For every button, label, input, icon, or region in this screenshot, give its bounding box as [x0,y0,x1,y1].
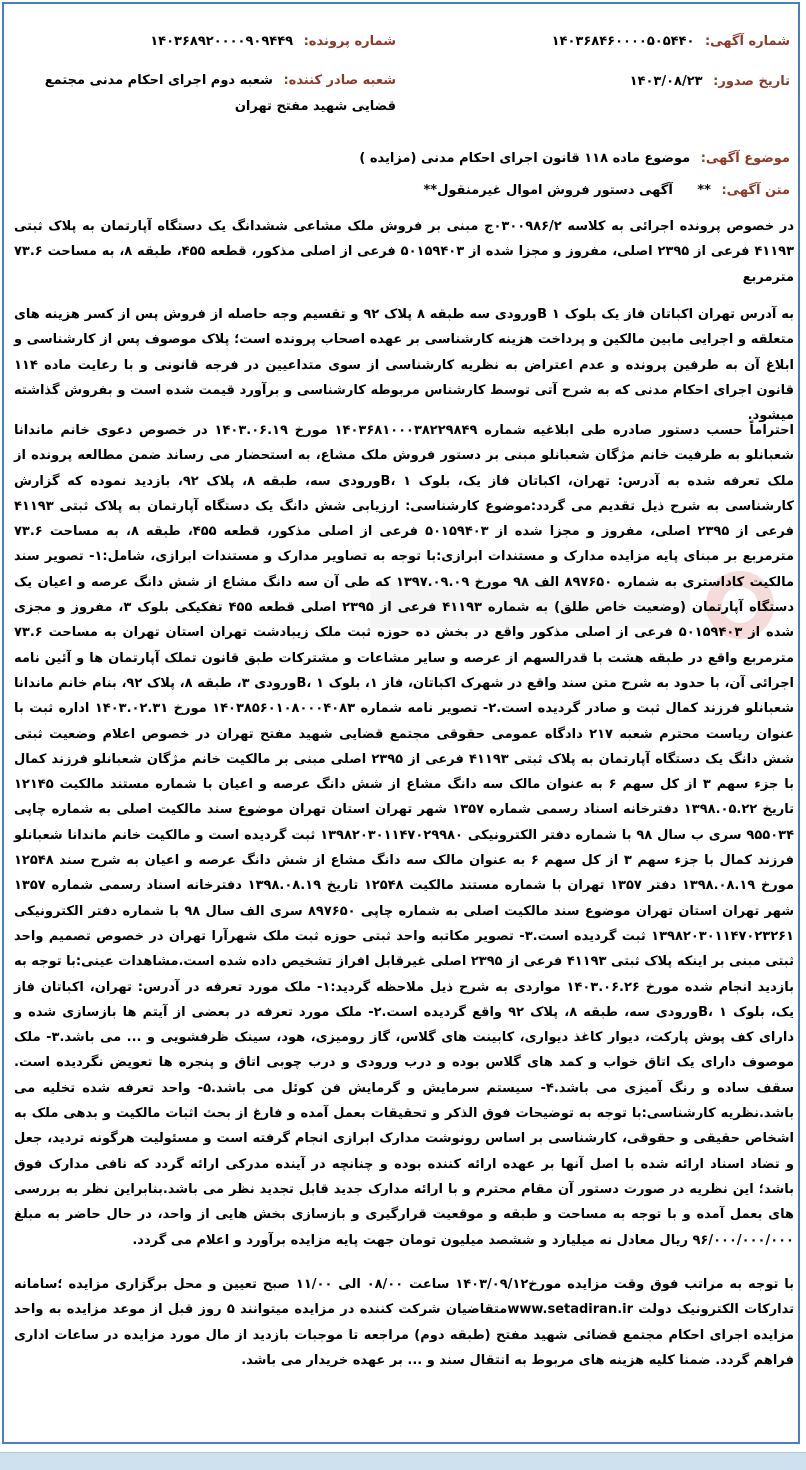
issuer-field [16,68,396,120]
file-number-field [16,30,396,54]
subject-field [16,148,790,170]
file-number-value: ۱۴۰۳۶۸۹۲۰۰۰۰۹۰۹۴۴۹ [150,34,294,49]
issue-date-field [410,70,790,94]
stars-open: ** [697,183,711,198]
file-number-label: شماره پرونده: [303,34,396,49]
notice-text-field [16,180,790,202]
body-paragraph-4: با توجه به مراتب فوق وقت مزایده مورخ۱۴۰۳/۰۹/۱۲ ساعت ۰۸/۰۰ الی ۱۱/۰۰ صبح تعیین و محل برگزاری مزایده ؛سامانه تدارکات الکترونیک دولت www.setadiran.irمتقاضیان شرکت کننده در مزایده میتوانند ۵ روز قبل از موعد مزایده به واحد مزایده اجرای احکام مجتمع قضائی شهید مفتح (طبقه دوم) مراجعه تا موجبات بازدید از مال مورد مزایده در ساعات اداری فراهم گردد. ضمنا کلیه هزینه های مربوط به انتقال سند و ... بر عهده خریدار می باشد. [14,1277,795,1368]
stars-close: ** [423,183,438,198]
notice-title: آگهی دستور فروش اموال غیرمنقول [437,183,673,198]
notice-number-value: ۱۴۰۳۶۸۴۶۰۰۰۰۵۰۵۴۴۰ [551,34,695,49]
issuer-value: شعبه دوم اجرای احکام مدنی مجتمع قضایی شهید مفتح تهران [44,73,396,114]
notice-number-label: شماره آگهی: [704,34,790,49]
issuer-label: شعبه صادر کننده: [283,73,396,88]
notice-text-label: متن آگهی: [721,183,790,198]
body-paragraph-1: در خصوص پرونده اجرائی به کلاسه ۰۳۰۰۹۸۶/۲ج مبنی بر فروش ملک مشاعی ششدانگ یک دستگاه آپارتمان به پلاک ثبتی ۴۱۱۹۳ فرعی از ۲۳۹۵ اصلی، مفروز و مجزا شده از ۵۰۱۵۹۴۰۳ فرعی از اصلی مذکور، قطعه ۴۵۵، طبقه ۸، به مساحت ۷۳.۶ مترمربع [14,219,795,285]
subject-label: موضوع آگهی: [700,151,790,166]
notice-number-field [410,30,790,54]
body-paragraph-3: احتراماً حسب دستور صادره طی ابلاغیه شماره ۱۴۰۳۶۸۱۰۰۰۳۸۲۲۹۸۴۹ مورخ ۱۴۰۳.۰۶.۱۹ در خصوص دعوی خانم ماندانا شعبانلو به طرفیت خانم مژگان شعبانلو مبنی بر دستور فروش ملک مشاع، به استحضار می رساند ضمن مطالعه پرونده از ملک تعرفه شده به آدرس: تهران، اکباتان فاز یک، بلوک ۱ ،Bورودی سه، طبقه ۸، پلاک ۹۲، بازدید نموده که گزارش کارشناسی به شرح ذیل تقدیم می گردد:موضوع کارشناسی: ارزیابی شش دانگ یک دستگاه آپارتمان به پلاک ثبتی ۴۱۱۹۳ فرعی از ۲۳۹۵ اصلی، مفروز و مجزا شده از ۵۰۱۵۹۴۰۳ فرعی از اصلی مذکور، قطعه ۴۵۵، طبقه ۸، به مساحت ۷۳.۶ مترمربع بر مبنای پایه مزایده مدارک و مستندات ابرازی:با توجه به تصاویر مدارک و مستندات ابرازی، شامل:۱- تصویر سند مالکیت کاداستری به شماره ۸۹۷۶۵۰ الف ۹۸ مورخ ۱۳۹۷.۰۹.۰۹ که طی آن سه دانگ مشاع از شش دانگ عرصه و اعیان یک دستگاه آپارتمان (وضعیت خاص طلق) به شماره ۴۱۱۹۳ فرعی از ۲۳۹۵ اصلی قطعه ۴۵۵ تفکیکی بلوک ۳، مفروز و مجزی شده از ۵۰۱۵۹۴۰۳ فرعی از اصلی مذکور واقع در بخش ده حوزه ثبت ملک زیبادشت تهران استان تهران به مساحت ۷۳.۶ مترمربع واقع در طبقه هشت با قدرالسهم از عرصه و سایر مشاعات و مشترکات طبق قانون تملک آپارتمان ها و آئین نامه اجرائی آن، با حدود به شرح متن سند واقع در شهرک اکباتان، فاز ۱، بلوک ۱ ،Bورودی ۳، طبقه ۸، پلاک ۹۲، بنام خانم ماندانا شعبانلو فرزند کمال ثبت و صادر گردیده است.۲- تصویر نامه شماره ۱۴۰۳۸۵۶۰۱۰۸۰۰۰۴۰۸۳ مورخ ۱۴۰۳.۰۲.۳۱ اداره ثبت با عنوان ریاست محترم شعبه ۲۱۷ دادگاه عمومی حقوقی مجتمع قضایی شهید مفتح تهران در خصوص اعلام وضعیت ثبتی شش دانگ یک دستگاه آپارتمان به پلاک ثبتی ۴۱۱۹۳ فرعی از ۲۳۹۵ اصلی مبنی بر مالکیت خانم مژگان شعبانلو فرزند کمال با جزء سهم ۳ از کل سهم ۶ به عنوان مالک سه دانگ مشاع از شش دانگ عرصه و اعیان با شماره مستند مالکیت ۱۲۱۴۵ تاریخ ۱۳۹۸.۰۵.۲۲ دفترخانه اسناد رسمی شماره ۱۳۵۷ شهر تهران استان تهران موضوع سند مالکیت اصلی به شماره چاپی ۹۵۵۰۳۴ سری ب سال ۹۸ با شماره دفتر الکترونیکی ۱۳۹۸۲۰۳۰۱۱۴۷۰۲۹۹۸۰ ثبت گردیده است و مالکیت خانم ماندانا شعبانلو فرزند کمال با جزء سهم ۳ از کل سهم ۶ به عنوان مالک سه دانگ مشاع از شش دانگ عرصه و اعیان به شرح سند ۱۲۵۴۸ مورخ ۱۳۹۸.۰۸.۱۹ دفتر ۱۳۵۷ تهران با شماره مستند مالکیت ۱۲۵۴۸ تاریخ ۱۳۹۸.۰۸.۱۹ دفترخانه اسناد رسمی شماره ۱۳۵۷ شهر تهران استان تهران موضوع سند مالکیت اصلی به شماره چاپی ۸۹۷۶۵۰ سری الف سال ۹۸ با شماره دفتر الکترونیکی ۱۳۹۸۲۰۳۰۱۱۴۷۰۲۳۲۶۱ ثبت گردیده است.۳- تصویر مکاتبه واحد ثبتی حوزه ثبت ملک شهرآرا تهران در خصوص تصمیم واحد ثبتی مبنی بر اینکه پلاک ثبتی ۴۱۱۹۳ فرعی از ۲۳۹۵ اصلی غیرقابل افراز تشخیص داده شده است.مشاهدات عینی:با توجه به بازدید انجام شده مورخ ۱۴۰۳.۰۶.۲۶ مواردی به شرح ذیل ملاحظه گردید:۱- ملک مورد تعرفه در آدرس: تهران، اکباتان فاز یک، بلوک ۱ ،Bورودی سه، طبقه ۸، پلاک ۹۲ واقع گردیده است.۲- ملک مورد تعرفه در بعضی از آیتم ها بازسازی شده و دارای کف پوش پارکت، دیوار کاغذ دیواری، کابینت های گلاس، گاز رومیزی، هود، سینک ظرفشویی و ... می باشد.۳- ملک موصوف دارای یک اتاق خواب و کمد های گلاس بوده و درب ورودی و درب چوبی اتاق و پنجره ها تعویض نگردیده است. سقف ساده و رنگ آمیزی می باشد.۴- سیستم سرمایش و گرمایش فن کوئل می باشد.۵- واحد تعرفه شده تخلیه می باشد.نظریه کارشناسی:با توجه به توضیحات فوق الذکر و تحقیقات بعمل آمده و فارغ از بحث اثبات مالکیت و بدهی ملک به اشخاص حقیقی و حقوقی، کارشناسی بر اساس رونوشت مدارک ابرازی انجام گرفته است و مسئولیت هرگونه تردید، جعل و تضاد اسناد ارائه شده با اصل آنها بر عهده ارائه کننده بوده و چنانچه در آینده مدرکی ارائه گردد که نافی مدارک فوق باشد؛ این نظریه در صورت دستور آن مقام محترم و با ارائه مدارک جدید قابل تجدید نظر می باشد.بنابراین نظر به بررسی های بعمل آمده و با توجه به مساحت و طبقه و موقعیت قرارگیری و بازسازی بخش هایی از واحد، در حال حاضر به مبلغ ۹۶/۰۰۰/۰۰۰/۰۰۰ ریال معادل نه میلیارد و ششصد میلیون تومان جهت پایه مزایده برآورد و اعلام می گردد. [14,423,795,1248]
body-paragraph-2: به آدرس تهران اکباتان فاز یک بلوک ۱ Bورودی سه طبقه ۸ پلاک ۹۲ و تقسیم وجه حاصله از فروش پس از کسر هزینه های متعلقه و اجرایی مابین مالکین و پرداخت هزینه کارشناسی بر عهده اصحاب پرونده است؛ پلاک موصوف پس از کارشناسی و ابلاغ آن به طرفین پرونده و عدم اعتراض به نظریه کارشناسی از سوی متداعیین در فرجه قانونی و با رعایت ماده ۱۱۴ قانون اجرای احکام مدنی که به شرح آتی توسط کارشناس مربوطه کارشناسی و برآورد قیمت شده است و بفروش گذاشته میشود. [14,307,794,424]
subject-value: موضوع ماده ۱۱۸ قانون اجرای احکام مدنی (مزایده ) [359,151,691,166]
issue-date-label: تاریخ صدور: [713,74,790,89]
header-row-numbers [16,30,790,54]
issue-date-value: ۱۴۰۳/۰۸/۲۳ [629,74,703,89]
bottom-bar [0,1452,806,1470]
